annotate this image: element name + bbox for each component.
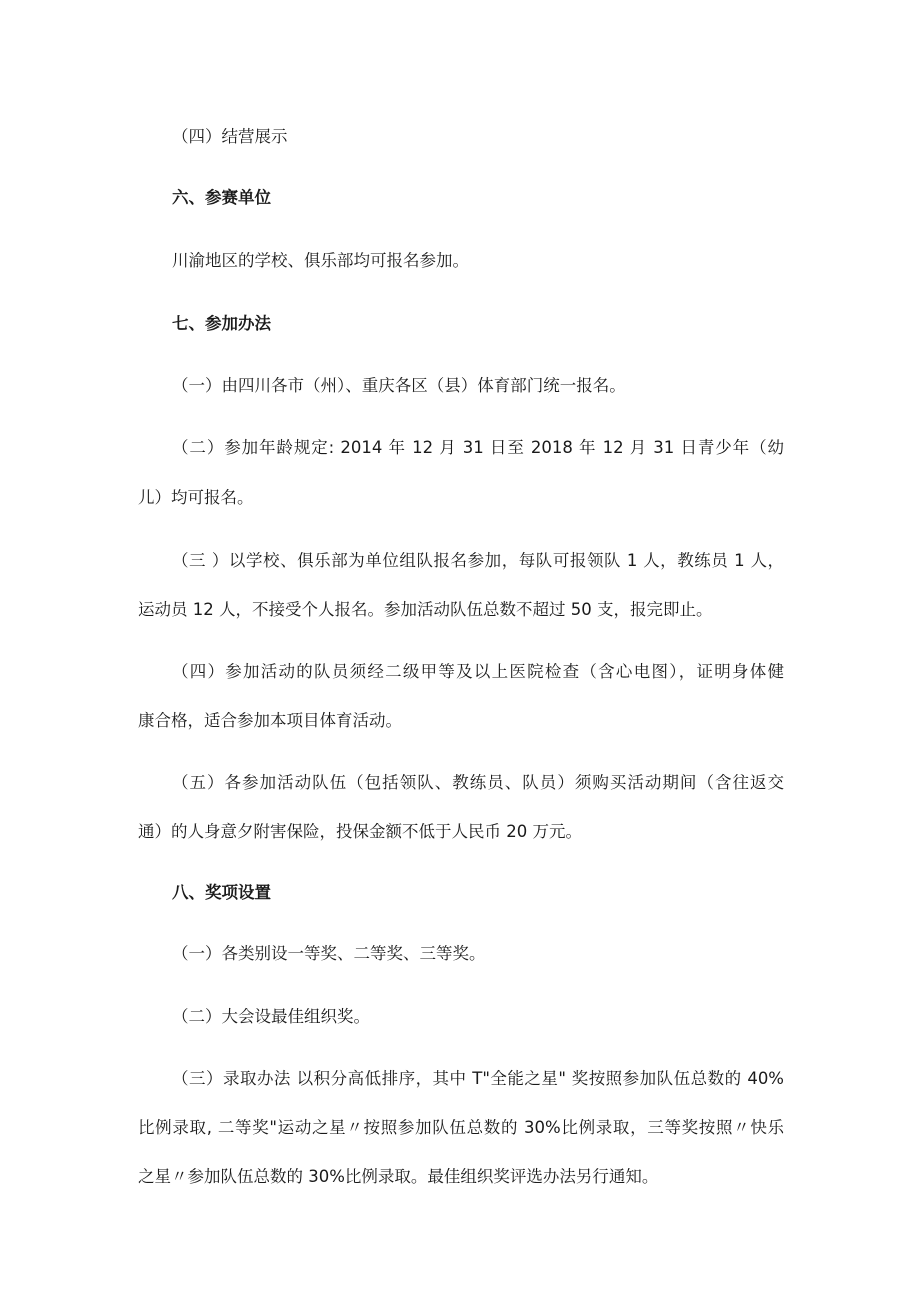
method-item-1: （一）由四川各市（州）、重庆各区（县）体育部门统一报名。: [172, 376, 626, 395]
method-item-5-line-1: （五）各参加活动队伍（包括领队、教练员、队员）须购买活动期间（含往返交: [172, 773, 784, 792]
section-heading-participants: 六、参赛单位: [172, 188, 271, 207]
award-item-3-line-2: 比例录取, 二等奖"运动之星〃按照参加队伍总数的 30%比例录取，三等奖按照〃快乐: [138, 1118, 784, 1137]
subsection-closing-show: （四）结营展示: [172, 127, 288, 146]
paragraph-participants: 川渝地区的学校、俱乐部均可报名参加。: [172, 251, 469, 270]
award-item-3-line-1: （三）录取办法 以积分高低排序，其中 T"全能之星" 奖按照参加队伍总数的 40%: [172, 1069, 784, 1088]
method-item-4-line-1: （四）参加活动的队员须经二级甲等及以上医院检查（含心电图），证明身体健: [172, 662, 784, 681]
section-heading-awards: 八、奖项设置: [172, 883, 271, 902]
method-item-5-line-2: 通）的人身意夕附害保险，投保金额不低于人民币 20 万元。: [138, 822, 582, 841]
award-item-2: （二）大会设最佳组织奖。: [172, 1007, 370, 1026]
section-heading-methods: 七、参加办法: [172, 314, 271, 333]
method-item-2-line-2: 儿）均可报名。: [138, 488, 254, 507]
award-item-3-line-3: 之星〃参加队伍总数的 30%比例录取。最佳组织奖评选办法另行通知。: [138, 1167, 659, 1186]
award-item-1: （一）各类别设一等奖、二等奖、三等奖。: [172, 944, 486, 963]
method-item-3-line-1: （三 ）以学校、俱乐部为单位组队报名参加，每队可报领队 1 人，教练员 1 人，: [172, 551, 784, 570]
method-item-3-line-2: 运动员 12 人，不接受个人报名。参加活动队伍总数不超过 50 支，报完即止。: [138, 600, 713, 619]
method-item-4-line-2: 康合格，适合参加本项目体育活动。: [138, 711, 402, 730]
method-item-2-line-1: （二）参加年龄规定: 2014 年 12 月 31 日至 2018 年 12 月 31 日青少年（幼: [172, 438, 784, 457]
